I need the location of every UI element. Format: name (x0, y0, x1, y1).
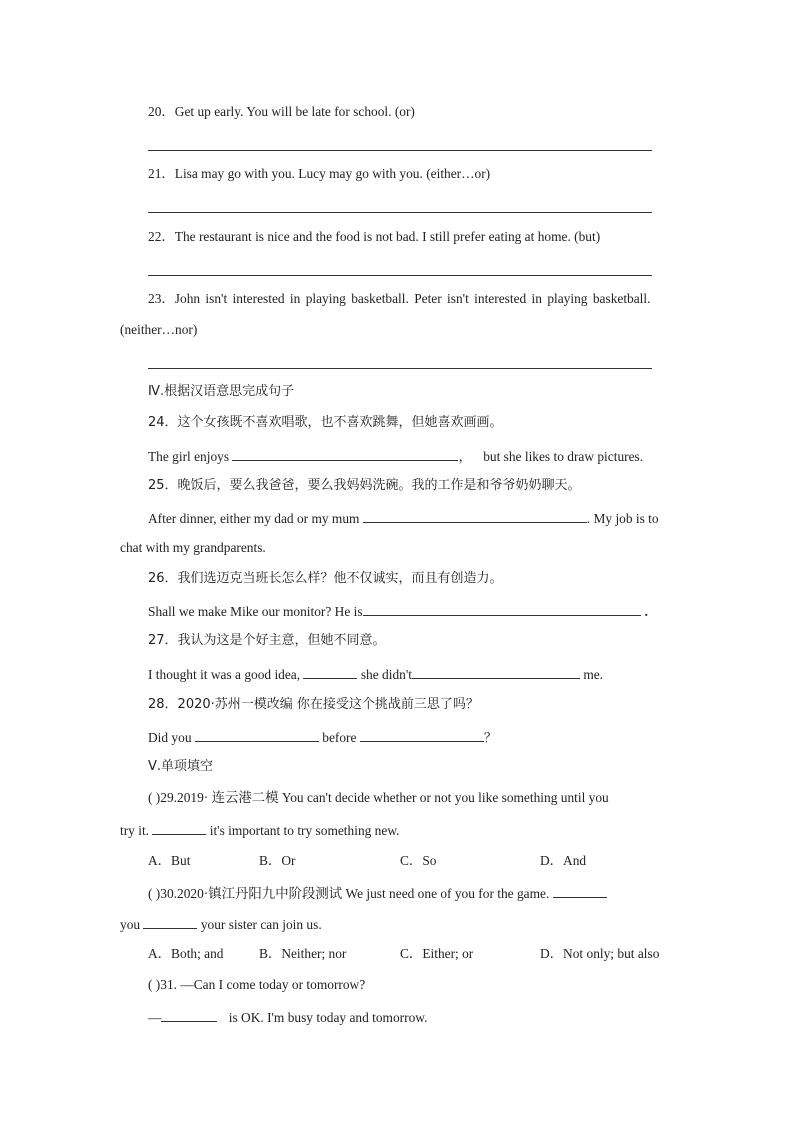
question-31-line-1: ( )31. —Can I come today or tomorrow? (148, 977, 366, 992)
q30-option-c[interactable]: C．Either; or (400, 946, 474, 961)
q27-text-part1: I thought it was a good idea, (148, 667, 301, 682)
question-21: 21．Lisa may go with you. Lucy may go with you. (either…or) (148, 166, 491, 181)
q29-option-c[interactable]: C．So (400, 853, 437, 868)
q24-text-mid: ， (458, 449, 472, 464)
answer-line-20[interactable] (148, 150, 652, 151)
q30-blank-2[interactable] (143, 914, 197, 929)
answer-line-21[interactable] (148, 212, 652, 213)
q25-text-before: After dinner, either my dad or my mum (148, 511, 360, 526)
q31-dash: — (148, 1010, 162, 1025)
q30-option-b[interactable]: B．Neither; nor (259, 946, 347, 961)
q28-blank-2[interactable] (360, 727, 484, 742)
answer-line-23[interactable] (148, 368, 652, 369)
question-20: 20．Get up early. You will be late for school. (or) (148, 104, 415, 119)
section-5-title: Ⅴ.单项填空 (148, 759, 214, 774)
q29-option-a[interactable]: A．But (148, 853, 191, 868)
q31-text-after: is OK. I'm busy today and tomorrow. (228, 1010, 428, 1025)
question-25-english-line-2: chat with my grandparents. (120, 540, 266, 555)
q28-text-part2: before (322, 730, 357, 745)
q29-text-before: try it. (120, 823, 150, 838)
question-26-english (148, 601, 648, 621)
q28-text-part1: Did you (148, 730, 192, 745)
q27-blank-1[interactable] (303, 664, 357, 679)
section-4-title: Ⅳ.根据汉语意思完成句子 (148, 384, 295, 399)
question-25-chinese: 25．晚饭后，要么我爸爸，要么我妈妈洗碗。我的工作是和爷爷奶奶聊天。 (148, 478, 581, 493)
q24-text-after: but she likes to draw pictures. (483, 449, 644, 464)
question-25-english (148, 508, 659, 528)
q24-text-before: The girl enjoys (148, 449, 230, 464)
q30-option-a[interactable]: A．Both; and (148, 946, 224, 961)
q31-blank[interactable] (161, 1007, 217, 1022)
question-29-line-2 (120, 820, 399, 840)
q30-text-after: your sister can join us. (200, 917, 322, 932)
q30-text-you: you (120, 917, 141, 932)
answer-line-22[interactable] (148, 275, 652, 276)
q29-text-after: it's important to try something new. (209, 823, 400, 838)
q27-text-part2: she didn't (360, 667, 412, 682)
q25-blank[interactable] (363, 508, 587, 523)
q30-blank-1[interactable] (553, 883, 607, 898)
question-29-line-1: ( )29.2019· 连云港二模 You can't decide whether or not you like something until you (148, 790, 609, 805)
question-31-line-2 (148, 1007, 427, 1027)
question-28-english (148, 727, 497, 748)
q29-option-b[interactable]: B．Or (259, 853, 296, 868)
q28-blank-1[interactable] (195, 727, 319, 742)
q30-text-before: ( )30.2020·镇江丹阳九中阶段测试 We just need one of you for the game. (148, 886, 550, 901)
q25-text-after: . My job is to (586, 511, 659, 526)
q30-option-d[interactable]: D．Not only; but also (540, 946, 660, 961)
question-24-chinese: 24．这个女孩既不喜欢唱歌，也不喜欢跳舞，但她喜欢画画。 (148, 415, 503, 430)
q27-blank-2[interactable] (412, 664, 580, 679)
question-23-line-2: (neither…nor) (120, 322, 198, 337)
q26-text-before: Shall we make Mike our monitor? He is (148, 604, 363, 619)
q27-text-part3: me. (583, 667, 604, 682)
q29-blank[interactable] (152, 820, 206, 835)
q24-blank[interactable] (232, 446, 458, 461)
question-27-english (148, 664, 603, 684)
question-22: 22．The restaurant is nice and the food is not bad. I still prefer eating at home. (but) (148, 229, 601, 244)
question-23-line-1: 23．John isn't interested in playing basketball. Peter isn't interested in playing basketball. (148, 291, 651, 306)
q28-text-part3: ？ (483, 731, 497, 746)
question-26-chinese: 26．我们选迈克当班长怎么样？他不仅诚实，而且有创造力。 (148, 571, 503, 586)
question-27-chinese: 27．我认为这是个好主意，但她不同意。 (148, 633, 386, 648)
question-28-chinese: 28．2020·苏州一模改编 你在接受这个挑战前三思了吗？ (148, 697, 479, 712)
question-30-line-1 (148, 883, 607, 903)
q26-blank[interactable] (363, 601, 641, 616)
q26-text-after: . (644, 604, 648, 619)
question-30-line-2 (120, 914, 322, 934)
q29-option-d[interactable]: D．And (540, 853, 587, 868)
question-24-english (148, 446, 643, 466)
